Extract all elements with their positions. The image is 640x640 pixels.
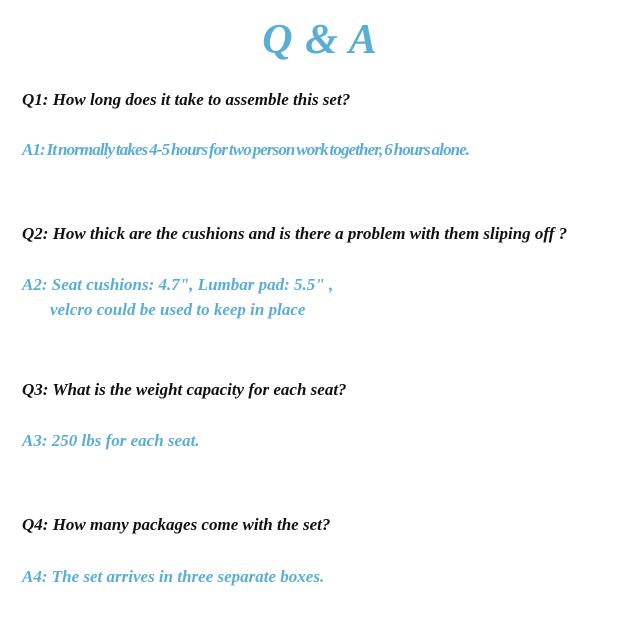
answer-1: A1: It normally takes 4-5 hours for two person work together, 6 hours alone. — [22, 140, 470, 159]
question-4: Q4: How many packages come with the set? — [22, 515, 331, 534]
answer-2-line-2: velcro could be used to keep in place — [50, 300, 306, 319]
question-3: Q3: What is the weight capacity for each seat? — [22, 380, 347, 399]
answer-2-line-1: A2: Seat cushions: 4.7", Lumbar pad: 5.5" , — [22, 275, 334, 294]
answer-3: A3: 250 lbs for each seat. — [22, 431, 200, 450]
answer-4: A4: The set arrives in three separate boxes. — [22, 567, 325, 586]
question-2: Q2: How thick are the cushions and is there a problem with them sliping off ? — [22, 224, 568, 243]
page-title: Q & A — [262, 17, 378, 63]
question-1: Q1: How long does it take to assemble this set? — [22, 90, 351, 109]
